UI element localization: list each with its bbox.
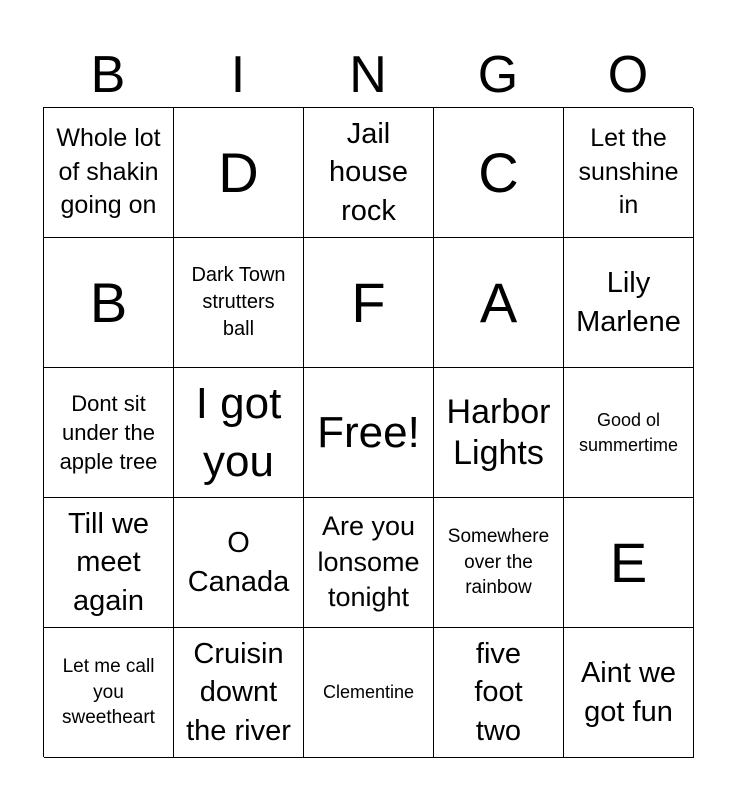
bingo-cell[interactable] [564, 108, 694, 238]
bingo-grid [43, 107, 693, 757]
header-letter-n: N [349, 46, 387, 104]
bingo-cell[interactable] [174, 498, 304, 628]
bingo-cell[interactable] [304, 368, 434, 498]
cell-text: F [351, 270, 386, 334]
cell-text: Harbor Lights [446, 392, 551, 472]
bingo-cell[interactable] [434, 368, 564, 498]
bingo-cell[interactable] [564, 628, 694, 758]
bingo-cell[interactable] [304, 498, 434, 628]
bingo-cell[interactable] [304, 238, 434, 368]
bingo-cell[interactable] [174, 368, 304, 498]
bingo-cell[interactable] [304, 628, 434, 758]
cell-text: B [89, 270, 128, 334]
header-letter-o: O [607, 46, 649, 104]
cell-text: Dont sit under the apple tree [59, 390, 158, 475]
header-letter-i: I [230, 46, 246, 104]
cell-text: Whole lot of shakin going on [56, 123, 161, 220]
cell-text: C [478, 140, 519, 204]
cell-text: A [479, 270, 518, 334]
cell-text: Cruisin downt the river [186, 638, 291, 747]
header-letter-g: G [477, 46, 519, 104]
cell-text: O Canada [187, 527, 290, 598]
bingo-cell[interactable] [44, 368, 174, 498]
cell-text: I got you [195, 379, 282, 486]
cell-text: Free! [317, 407, 420, 457]
cell-text: Till we meet again [67, 508, 150, 617]
cell-text: five foot two [474, 638, 523, 747]
bingo-cell[interactable] [44, 108, 174, 238]
cell-text: Aint we got fun [580, 657, 677, 728]
bingo-header [43, 44, 693, 106]
cell-text: Good ol summertime [578, 410, 678, 455]
cell-text: Clementine [322, 682, 415, 703]
cell-text: Let the sunshine in [578, 123, 679, 220]
cell-text: Jail house rock [328, 118, 408, 227]
cell-text: Somewhere over the rainbow [447, 526, 550, 599]
bingo-cell[interactable] [434, 108, 564, 238]
bingo-cell[interactable] [174, 238, 304, 368]
bingo-cell[interactable] [44, 238, 174, 368]
bingo-cell[interactable] [434, 498, 564, 628]
bingo-cell[interactable] [564, 498, 694, 628]
bingo-cell[interactable] [44, 628, 174, 758]
bingo-cell[interactable] [304, 108, 434, 238]
cell-text: Are you lonsome tonight [317, 510, 420, 613]
cell-text: Dark Town strutters ball [191, 264, 286, 340]
cell-text: Lily Marlene [576, 267, 681, 338]
bingo-cell[interactable] [174, 628, 304, 758]
cell-text: D [218, 140, 259, 204]
bingo-cell[interactable] [434, 238, 564, 368]
bingo-cell[interactable] [44, 498, 174, 628]
header-letter-b: B [90, 46, 126, 104]
bingo-cell[interactable] [174, 108, 304, 238]
bingo-cell[interactable] [564, 238, 694, 368]
bingo-cell[interactable] [564, 368, 694, 498]
bingo-cell[interactable] [434, 628, 564, 758]
cell-text: E [609, 530, 648, 594]
cell-text: Let me call you sweetheart [62, 656, 155, 729]
